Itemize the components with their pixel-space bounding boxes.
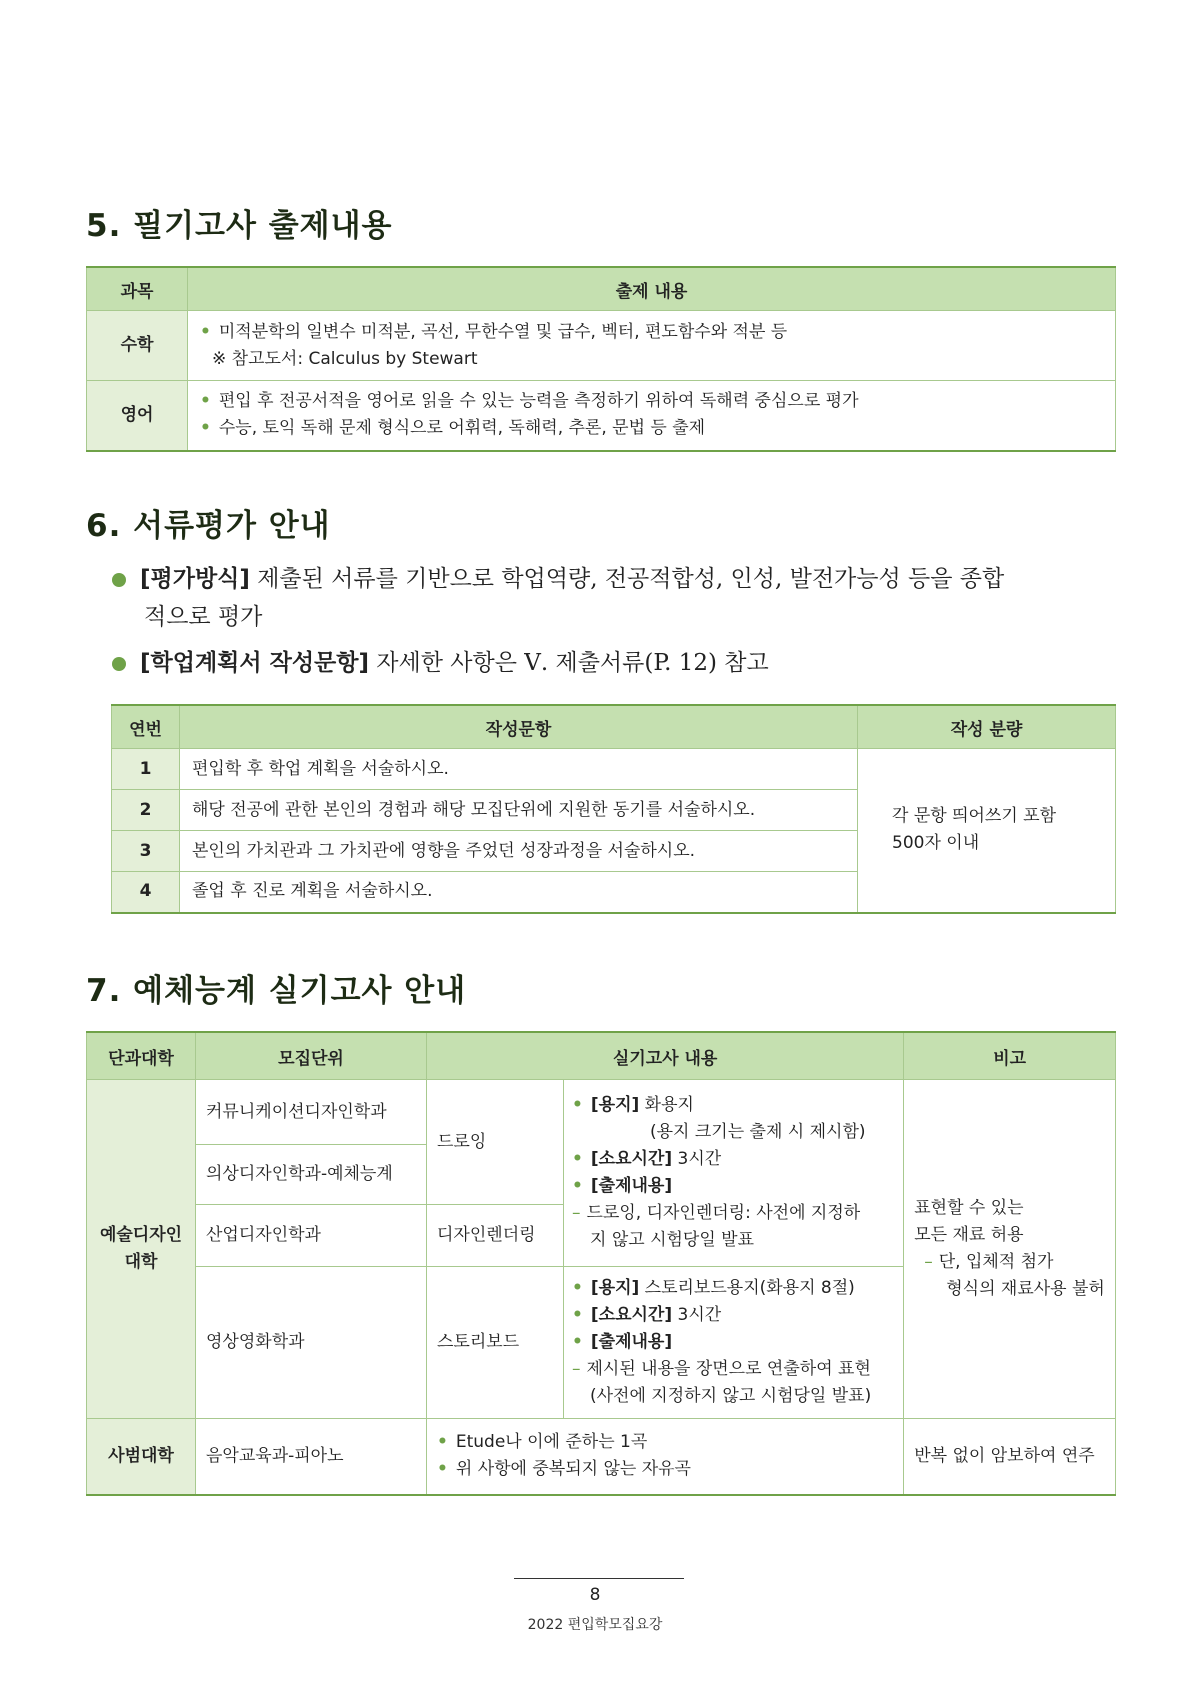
study-plan-table [111, 704, 1116, 914]
reference-note: ※ 참고도서: Calculus by Stewart [212, 348, 478, 369]
section5-title: 5. 필기고사 출제내용 [86, 208, 393, 244]
table-row: 4 졸업 후 진로 계획을 서술하시오. [112, 872, 1116, 913]
table-header-row [87, 1032, 1116, 1080]
section6-title: 6. 서류평가 안내 [86, 508, 331, 544]
list-item: • 수능, 토익 독해 문제 형식으로 어휘력, 독해력, 추론, 문법 등 출제 [200, 418, 706, 439]
footer-doc-title: 2022 편입학모집요강 [527, 1617, 663, 1633]
evaluation-method-bullet: [평가방식] 제출된 서류를 기반으로 학업역량, 전공적합성, 인성, 발전가능성 등을 종합 적으로 평가 [112, 560, 1117, 636]
header-question: 작성문항 [180, 705, 858, 749]
table-row: 1 편입학 후 학업 계획을 서술하시오. 각 문항 띄어쓰기 포함 500자 이내 [112, 749, 1116, 790]
type-drawing: 드로잉 [427, 1080, 564, 1205]
list-item: • 편입 후 전공서적을 영어로 읽을 수 있는 능력을 측정하기 위하여 독해력 중심으로 평가 [200, 391, 859, 412]
list-item: • 미적분학의 일변수 미적분, 곡선, 무한수열 및 급수, 벡터, 편도함수와 적분 등 [200, 321, 788, 342]
header-content: 출제 내용 [188, 267, 1116, 311]
college-education: 사범대학 [87, 1419, 196, 1495]
math-content [188, 311, 1116, 381]
table-row: 의상디자인학과-예체능계 [87, 1145, 1116, 1205]
table-row: 영상영화학과 스토리보드 • [용지] 스토리보드용지(화용지 8절) • [소요시간] 3시간 • [출제내용] – 제시된 내용을 장면으로 연출하여 표현 (사전에 지정하지 않고 시험당일 발표) [87, 1267, 1116, 1419]
table-row [87, 381, 1116, 451]
table-row: 사범대학 음악교육과-피아노 • Etude나 이에 준하는 1곡 • 위 사항에 중복되지 않는 자유곡 반복 없이 암보하여 연주 [87, 1419, 1116, 1495]
table-row: 산업디자인학과 디자인렌더링 [87, 1205, 1116, 1267]
type-storyboard: 스토리보드 [427, 1267, 564, 1419]
study-plan-bullet: [학업계획서 작성문항] 자세한 사항은 Ⅴ. 제출서류(P. 12) 참고 [112, 644, 769, 682]
bullet-dot-icon [112, 657, 126, 671]
page-number: 8 [589, 1585, 601, 1605]
section7-title: 7. 예체능계 실기고사 안내 [86, 973, 467, 1009]
table-row: 2 해당 전공에 관한 본인의 경험과 해당 모집단위에 지원한 동기를 서술하시오. [112, 790, 1116, 831]
header-volume: 작성 분량 [858, 705, 1116, 749]
exam-content-table [86, 266, 1116, 452]
header-subject: 과목 [87, 267, 188, 311]
header-exam-content: 실기고사 내용 [427, 1032, 904, 1080]
footer-divider [514, 1578, 684, 1579]
practical-exam-table [86, 1031, 1116, 1496]
header-remark: 비고 [904, 1032, 1116, 1080]
subject-math: 수학 [87, 311, 188, 381]
storyboard-content: • [용지] 스토리보드용지(화용지 8절) • [소요시간] 3시간 • [출제내용] – 제시된 내용을 장면으로 연출하여 표현 (사전에 지정하지 않고 시험당일 발표) [564, 1267, 904, 1419]
header-unit: 모집단위 [196, 1032, 427, 1080]
type-rendering: 디자인렌더링 [427, 1205, 564, 1267]
subject-english: 영어 [87, 381, 188, 451]
music-content: • Etude나 이에 준하는 1곡 • 위 사항에 중복되지 않는 자유곡 [427, 1419, 904, 1495]
remark-art-design: 표현할 수 있는 모든 재료 허용 – 단, 입체적 첨가 형식의 재료사용 불허 [904, 1080, 1116, 1419]
remark-education: 반복 없이 암보하여 연주 [904, 1419, 1116, 1495]
header-no: 연번 [112, 705, 180, 749]
table-header-row [87, 267, 1116, 311]
drawing-content: • [용지] 화용지 (용지 크기는 출제 시 제시함) • [소요시간] 3시간 • [출제내용] – 드로잉, 디자인렌더링: 사전에 지정하 지 않고 시험당일 발표 [564, 1080, 904, 1267]
bullet-dot-icon [112, 573, 126, 587]
table-row: 3 본인의 가치관과 그 가치관에 영향을 주었던 성장과정을 서술하시오. [112, 831, 1116, 872]
volume-cell: 각 문항 띄어쓰기 포함 500자 이내 [858, 749, 1116, 913]
header-college: 단과대학 [87, 1032, 196, 1080]
table-header-row [112, 705, 1116, 749]
english-content [188, 381, 1116, 451]
college-art-design: 예술디자인 대학 [87, 1080, 196, 1419]
table-row: 예술디자인 대학 커뮤니케이션디자인학과 드로잉 • [용지] 화용지 (용지 크기는 출제 시 제시함) • [소요시간] 3시간 • [출제내용] – 드로잉, 디자인렌더링: 사전에 지정하 지 않고 시험당일 발표 표현할 수 있는 모든 재료 허용 – 단, 입체적 첨가 형식의 재료사용 불허 [87, 1080, 1116, 1145]
table-row [87, 311, 1116, 381]
